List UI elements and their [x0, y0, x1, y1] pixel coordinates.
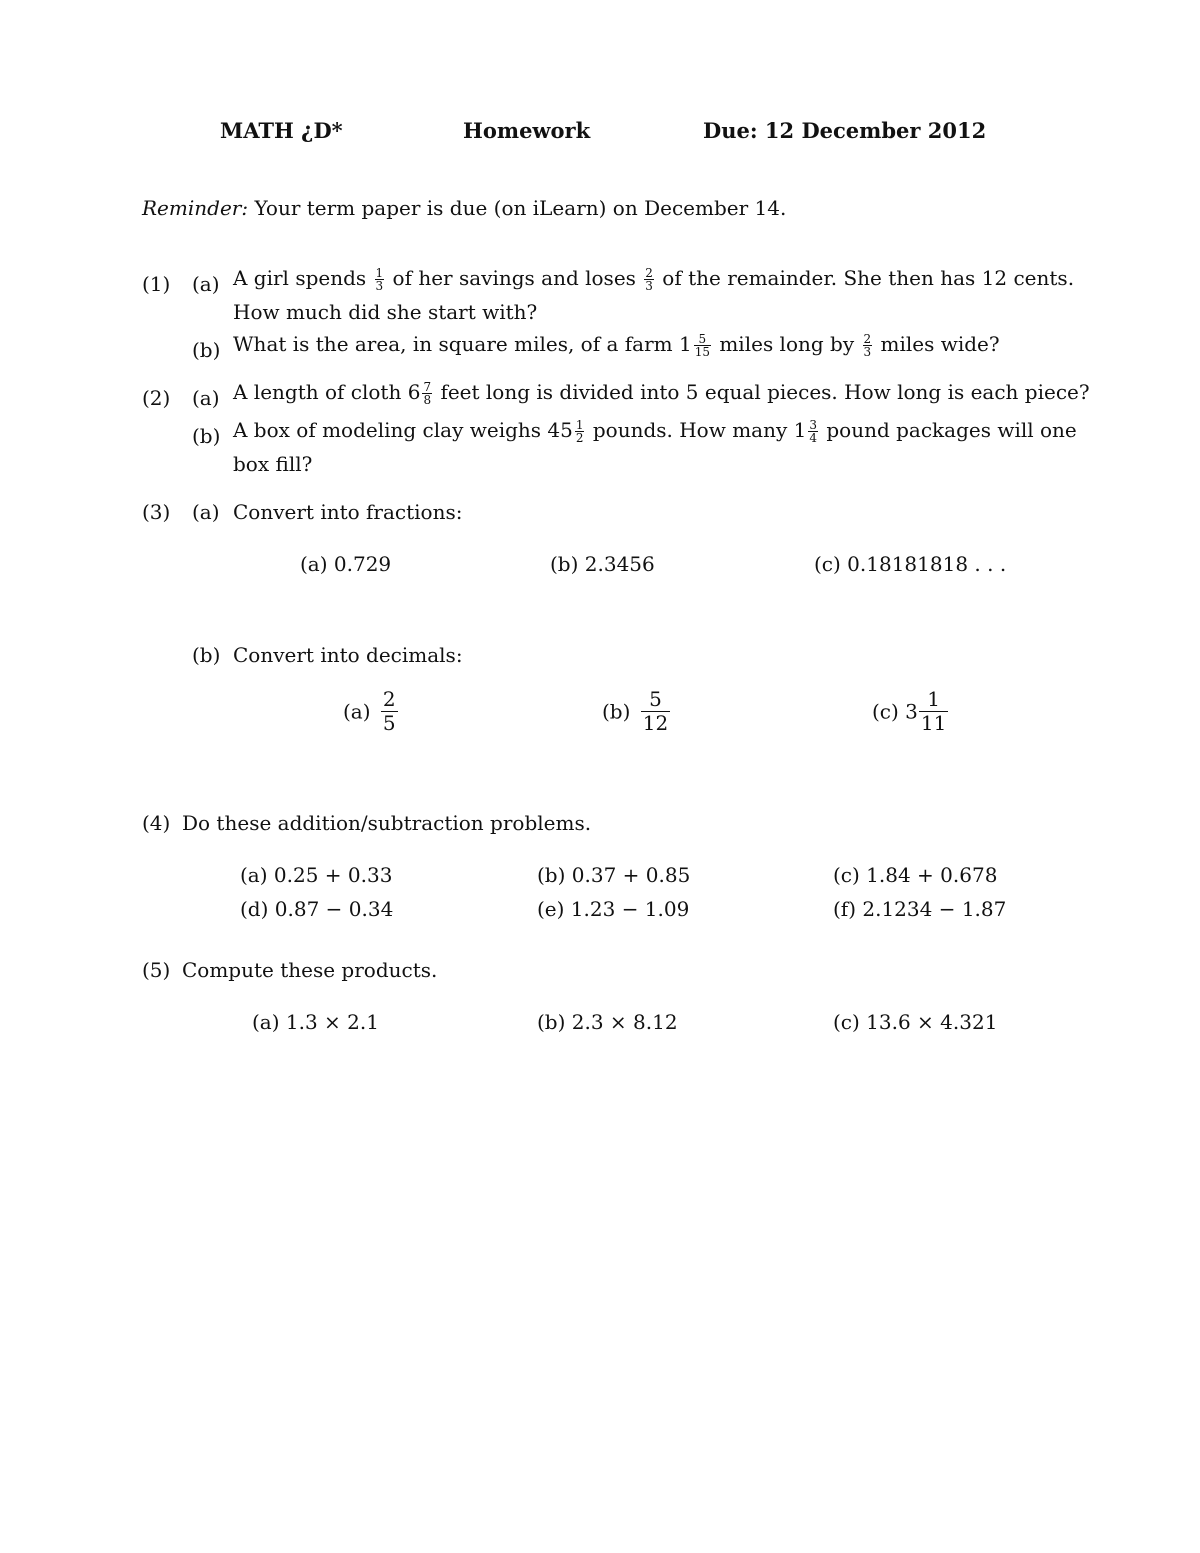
q3a-item-a: (a) 0.729	[300, 552, 392, 576]
q3a-item-c: (c) 0.18181818 . . .	[814, 552, 1007, 576]
q1a-text	[233, 266, 1074, 292]
numerator: 2	[382, 687, 396, 711]
reminder	[142, 196, 786, 220]
q3b-item-c	[872, 688, 948, 735]
q2b-text	[233, 418, 1077, 444]
q5-text: Compute these products.	[182, 958, 438, 982]
numerator: 5	[694, 333, 711, 346]
item-label: (a)	[343, 699, 371, 724]
q3b-fraction-b	[641, 688, 670, 735]
q5-item-c: (c) 13.6 × 4.321	[833, 1010, 998, 1034]
q3a-label: (a)	[192, 500, 220, 524]
q3b-label: (b)	[192, 643, 221, 667]
q5-item-b: (b) 2.3 × 8.12	[537, 1010, 678, 1034]
q3-number: (3)	[142, 500, 171, 524]
q4-number: (4)	[142, 811, 171, 835]
q3b-fraction-a	[381, 688, 398, 735]
numerator: 2	[645, 266, 653, 280]
denominator: 11	[920, 711, 947, 735]
page-title: Homework	[463, 118, 591, 143]
item-label: (c)	[872, 699, 899, 724]
q2a-part1: A length of cloth 6	[233, 380, 421, 404]
q1a-part1: A girl spends	[233, 266, 367, 290]
q4-item-a: (a) 0.25 + 0.33	[240, 863, 393, 887]
q3b-text: Convert into decimals:	[233, 643, 463, 667]
q1a-part3: of the remainder. She then has 12 cents.	[662, 266, 1075, 290]
q2-number: (2)	[142, 386, 171, 410]
denominator: 3	[645, 279, 653, 293]
q4-item-b: (b) 0.37 + 0.85	[537, 863, 691, 887]
q4-text: Do these addition/subtraction problems.	[182, 811, 592, 835]
q1a-fraction-2	[644, 267, 654, 292]
denominator: 4	[809, 431, 817, 445]
q1b-text	[233, 332, 1000, 358]
q1b-label: (b)	[192, 338, 221, 362]
denominator: 3	[375, 279, 384, 293]
q2b-part2: pounds. How many 1	[592, 418, 807, 442]
q1b-part3: miles wide?	[880, 332, 1000, 356]
q1a-fraction-1	[375, 267, 385, 292]
q2a-fraction-1	[422, 381, 432, 406]
q2b-part3: pound packages will one	[826, 418, 1077, 442]
q4-item-e: (e) 1.23 − 1.09	[537, 897, 690, 921]
q1a-line2: How much did she start with?	[233, 300, 538, 324]
q1b-part2: miles long by	[719, 332, 855, 356]
numerator: 1	[919, 688, 948, 712]
q2b-line2: box fill?	[233, 452, 313, 476]
numerator: 1	[575, 418, 584, 432]
reminder-text: Your term paper is due (on iLearn) on December 14.	[254, 196, 787, 220]
denominator: 2	[575, 431, 584, 445]
q1b-part1: What is the area, in square miles, of a farm 1	[233, 332, 692, 356]
numerator: 1	[375, 266, 384, 280]
q2a-text	[233, 380, 1090, 406]
item-label: (b)	[602, 699, 631, 724]
denominator: 3	[863, 345, 872, 359]
denominator: 5	[382, 711, 396, 735]
due-date: Due: 12 December 2012	[703, 118, 987, 143]
numerator: 5	[641, 688, 670, 712]
q1b-fraction-1	[694, 333, 711, 358]
q1b-fraction-2	[863, 333, 873, 358]
q3a-item-b: (b) 2.3456	[550, 552, 655, 576]
q3b-item-b	[602, 688, 670, 735]
q5-item-a: (a) 1.3 × 2.1	[252, 1010, 379, 1034]
q2b-fraction-1	[575, 419, 585, 444]
q2b-label: (b)	[192, 424, 221, 448]
numerator: 7	[423, 380, 432, 394]
course-title: MATH ¿D*	[220, 118, 343, 143]
q3b-fraction-c	[919, 688, 948, 735]
q4-item-d: (d) 0.87 − 0.34	[240, 897, 394, 921]
q4-item-f: (f) 2.1234 − 1.87	[833, 897, 1007, 921]
q2b-part1: A box of modeling clay weighs 45	[233, 418, 573, 442]
q3b-item-a	[343, 688, 398, 735]
q1a-part2: of her savings and loses	[392, 266, 636, 290]
q5-number: (5)	[142, 958, 171, 982]
q2a-label: (a)	[192, 386, 220, 410]
whole-part: 3	[905, 699, 918, 724]
q1-number: (1)	[142, 272, 171, 296]
numerator: 2	[863, 332, 872, 346]
q4-item-c: (c) 1.84 + 0.678	[833, 863, 998, 887]
q1a-label: (a)	[192, 272, 220, 296]
reminder-label: Reminder:	[142, 196, 249, 220]
q3a-text: Convert into fractions:	[233, 500, 463, 524]
numerator: 3	[809, 418, 817, 432]
denominator: 12	[642, 711, 669, 735]
denominator: 8	[423, 393, 432, 407]
denominator: 15	[694, 345, 710, 359]
q2a-part2: feet long is divided into 5 equal pieces. How long is each piece?	[440, 380, 1090, 404]
q2b-fraction-2	[808, 419, 818, 444]
